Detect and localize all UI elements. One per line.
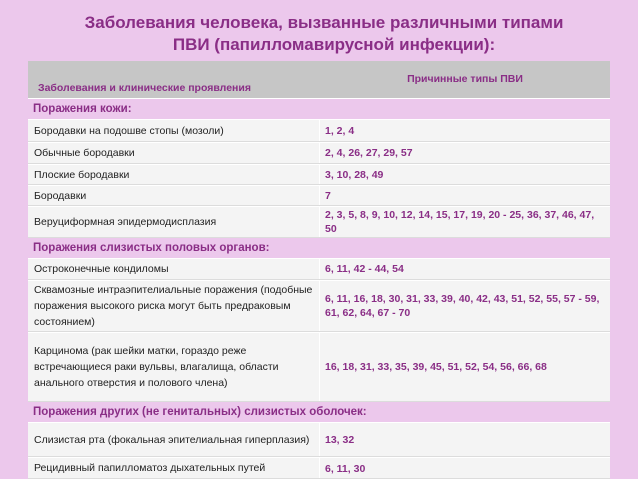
disease-cell: Обычные бородавки (28, 143, 320, 163)
disease-cell: Бородавки (28, 186, 320, 205)
types-cell: 3, 10, 28, 49 (325, 168, 384, 181)
types-cell: 6, 11, 42 - 44, 54 (325, 263, 404, 275)
types-cell: 6, 11, 16, 18, 30, 31, 33, 39, 40, 42, 43, 51, 52, 55, 57 - 59, 61, 62, 64, 67 - 70 (325, 293, 600, 319)
title-line-1: Заболевания человека, вызванные различными типами (84, 13, 564, 32)
table-row (28, 332, 610, 402)
types-cell: 6, 11, 30 (325, 463, 366, 475)
slide-title (0, 12, 638, 56)
title-line-2: ПВИ (папилломавирусной инфекции): (172, 35, 496, 54)
table-row (28, 457, 610, 479)
section-other-mucosa: Поражения других (не генитальных) слизистых оболочек: (28, 402, 610, 422)
types-cell: 13, 32 (325, 433, 355, 446)
table-row (28, 164, 610, 185)
section-skin: Поражения кожи: (28, 99, 610, 119)
types-cell: 1, 2, 4 (325, 124, 355, 137)
disease-cell: Остроконечные кондиломы (28, 259, 320, 279)
table-row (28, 185, 610, 206)
table-row (28, 206, 610, 238)
table-row (28, 280, 610, 332)
disease-cell: Сквамозные интраэпителиальные поражения (подобные поражения высокого риска могут быть предраковым состоянием) (28, 281, 320, 331)
types-cell: 2, 4, 26, 27, 29, 57 (325, 147, 413, 159)
disease-cell: Слизистая рта (фокальная эпителиальная гиперплазия) (28, 423, 320, 456)
table-row (28, 258, 610, 280)
header-hpv-types: Причинные типы ПВИ (407, 73, 523, 85)
hpv-disease-table (28, 61, 610, 479)
table-row (28, 119, 610, 142)
section-genital-mucosa: Поражения слизистых половых органов: (28, 238, 610, 258)
disease-cell: Рецидивный папилломатоз дыхательных путей (28, 458, 320, 478)
types-cell: 16, 18, 31, 33, 35, 39, 45, 51, 52, 54, 56, 66, 68 (325, 361, 547, 373)
disease-cell: Карцинома (рак шейки матки, гораздо реже встречающиеся раки вульвы, влагалища, области анального отверстия и полового члена) (28, 333, 320, 401)
table-header (28, 61, 610, 99)
disease-cell: Плоские бородавки (28, 165, 320, 184)
disease-cell: Веруциформная эпидермодисплазия (28, 207, 320, 237)
table-row (28, 142, 610, 164)
types-cell: 7 (325, 189, 331, 202)
disease-cell: Бородавки на подошве стопы (мозоли) (28, 120, 320, 141)
table-row (28, 422, 610, 457)
types-cell: 2, 3, 5, 8, 9, 10, 12, 14, 15, 17, 19, 20 - 25, 36, 37, 46, 47, 50 (325, 209, 595, 235)
header-diseases: Заболевания и клинические проявления (38, 82, 251, 94)
